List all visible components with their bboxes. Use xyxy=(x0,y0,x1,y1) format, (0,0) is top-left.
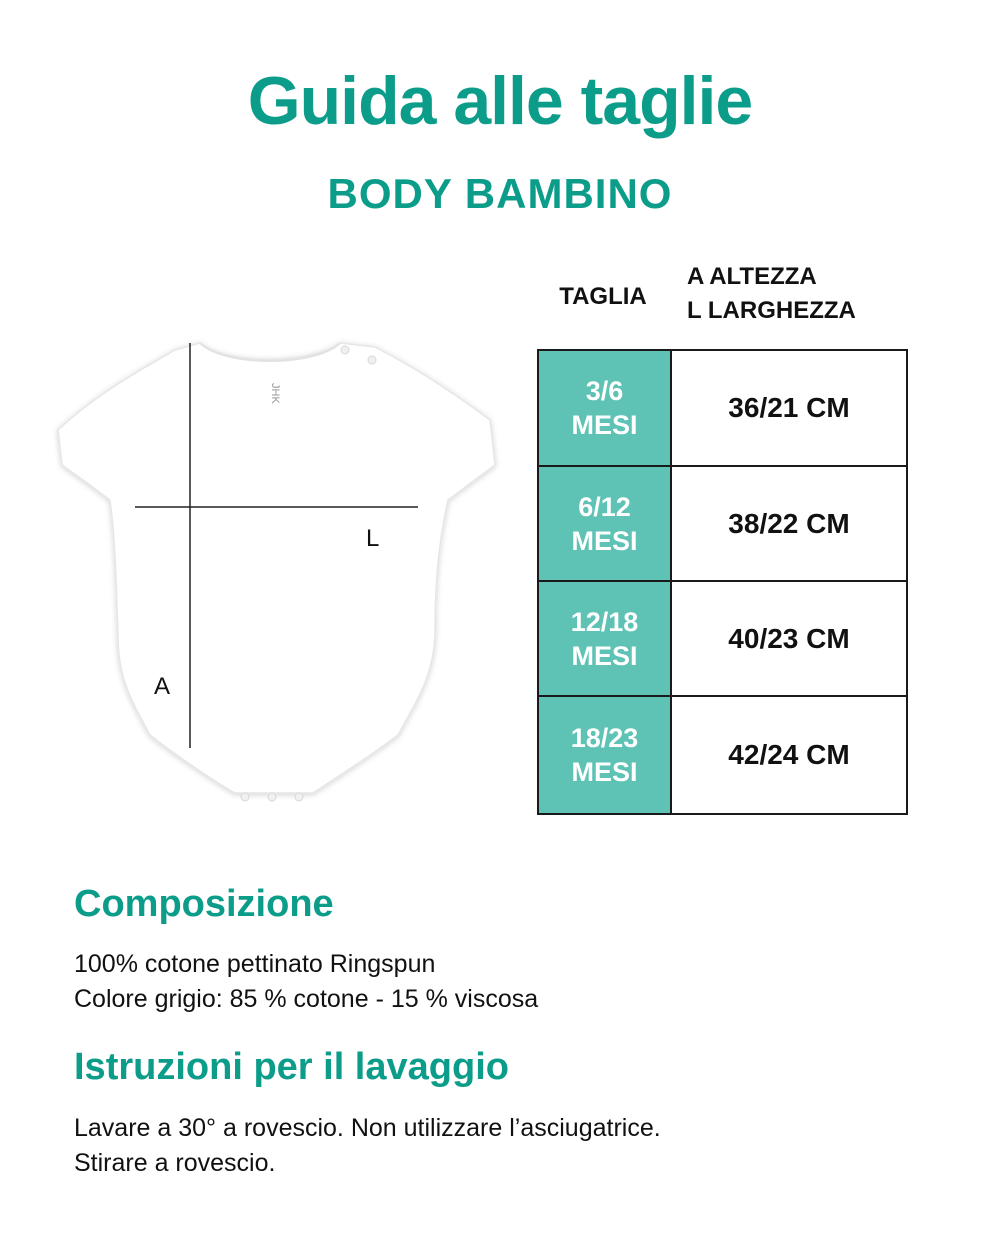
size-unit: MESI xyxy=(571,410,638,440)
washing-text xyxy=(74,1111,661,1181)
measure-header-line2: L LARGHEZZA xyxy=(687,297,856,324)
composition-line: 100% cotone pettinato Ringspun xyxy=(74,950,436,978)
composition-text xyxy=(74,947,538,1017)
size-unit: MESI xyxy=(571,757,638,787)
measure-cell: 36/21 CM xyxy=(671,350,907,466)
washing-heading: Istruzioni per il lavaggio xyxy=(74,1046,509,1088)
composition-heading: Composizione xyxy=(74,883,334,925)
size-value: 3/6 xyxy=(585,376,624,406)
size-cell xyxy=(538,581,671,696)
measure-column-header xyxy=(687,260,856,328)
brand-tag: JHK xyxy=(269,383,281,404)
size-unit: MESI xyxy=(571,525,638,556)
bodysuit-shape xyxy=(58,343,495,793)
measure-header-line1: A ALTEZZA xyxy=(687,263,817,290)
page-title: Guida alle taglie xyxy=(247,63,753,139)
measure-cell: 42/24 CM xyxy=(671,696,907,814)
size-cell xyxy=(538,466,671,581)
size-column-header: TAGLIA xyxy=(559,283,647,310)
washing-line: Lavare a 30° a rovescio. Non utilizzare l’asciugatrice. xyxy=(74,1114,661,1142)
width-label: L xyxy=(366,525,380,552)
size-table xyxy=(537,349,908,815)
composition-line: Colore grigio: 85 % cotone - 15 % viscosa xyxy=(74,985,539,1013)
table-row xyxy=(538,350,907,466)
measure-cell: 40/23 CM xyxy=(671,581,907,696)
table-row xyxy=(538,581,907,696)
size-cell xyxy=(538,350,671,466)
bodysuit-illustration xyxy=(50,335,510,825)
measure-cell: 38/22 CM xyxy=(671,466,907,581)
size-unit: MESI xyxy=(571,640,638,671)
bodysuit-drawing xyxy=(50,335,510,825)
size-value: 18/23 xyxy=(570,723,639,753)
size-cell xyxy=(538,696,671,814)
size-value: 12/18 xyxy=(570,606,639,637)
page-subtitle: BODY BAMBINO xyxy=(327,170,673,217)
washing-line: Stirare a rovescio. xyxy=(74,1149,276,1177)
table-row xyxy=(538,466,907,581)
size-value: 6/12 xyxy=(578,491,631,522)
height-label: A xyxy=(154,673,171,700)
table-row xyxy=(538,696,907,814)
